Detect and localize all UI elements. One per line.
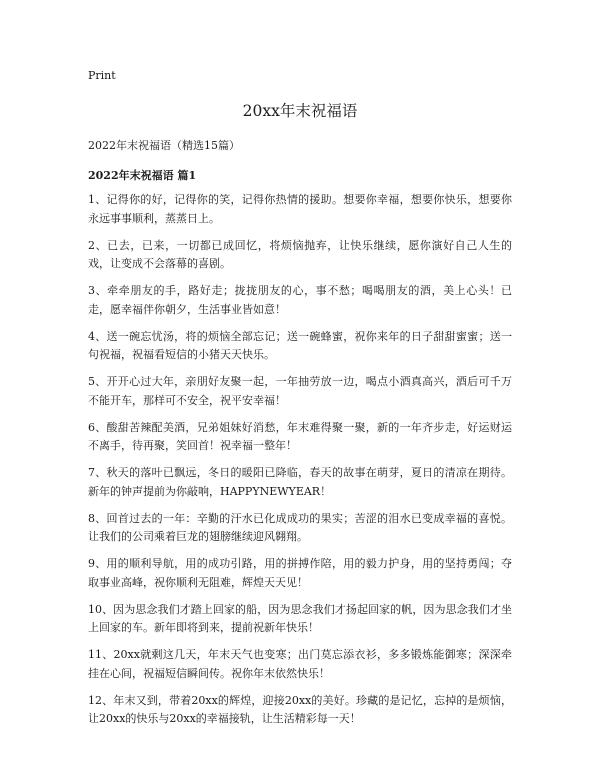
- document-subtitle: 2022年末祝福语（精选15篇）: [88, 139, 240, 152]
- paragraph: 2、已去，已来，一切都已成回忆，将烦恼抛弃，让快乐继续，愿你演好自己人生的戏，让变成不会落幕的喜剧。: [88, 238, 512, 270]
- paragraph: 11、20xx就剩这几天，年末天气也变寒；出门莫忘添衣衫，多多锻炼能御寒；深深牵挂在心间，祝福短信瞬间传。祝你年末依然快乐！: [88, 648, 512, 680]
- paragraph-list: [88, 191, 512, 729]
- paragraph: 1、记得你的好，记得你的笑，记得你热情的援助。想要你幸福，想要你快乐，想要你永远事事顺利，蒸蒸日上。: [88, 193, 512, 225]
- paragraph: 12、年末又到，带着20xx的辉煌，迎接20xx的美好。珍藏的是记忆，忘掉的是烦恼，让20xx的快乐与20xx的幸福接轨，让生活精彩每一天！: [88, 693, 512, 725]
- paragraph: 10、因为思念我们才踏上回家的船，因为思念我们才扬起回家的帆，因为思念我们才坐上回家的车。新年即将到来，提前祝新年快乐！: [88, 602, 512, 634]
- paragraph: 6、酸甜苦辣配美酒，兄弟姐妹好消愁，年末难得聚一聚，新的一年齐步走，好运财运不离手，待再聚，笑回首！祝幸福一整年！: [88, 420, 512, 452]
- paragraph: 8、回首过去的一年：辛勤的汗水已化成成功的果实；苦涩的泪水已变成幸福的喜悦。让我们的公司乘着巨龙的翅膀继续迎风翱翔。: [88, 511, 512, 543]
- paragraph: 4、送一碗忘忧汤，将的烦恼全部忘记；送一碗蜂蜜，祝你来年的日子甜甜蜜蜜；送一句祝福，祝福看短信的小猪天天快乐。: [88, 329, 512, 361]
- paragraph: 5、开开心过大年，亲朋好友聚一起，一年抽劳放一边，喝点小酒真高兴，酒后可千万不能开车，那样可不安全，祝平安幸福！: [88, 375, 512, 407]
- document-title: 20xx年末祝福语: [242, 102, 358, 120]
- print-label: Print: [88, 69, 116, 82]
- paragraph: 9、用的顺利导航，用的成功引路，用的拼搏作陪，用的毅力护身，用的坚持勇闯；夺取事业高峰，祝你顺利无阻难，辉煌天天见！: [88, 557, 512, 589]
- section-heading: 2022年末祝福语 篇1: [88, 169, 197, 182]
- paragraph: 7、秋天的落叶已飘远，冬日的暖阳已降临，春天的故事在萌芽，夏日的清凉在期待。新年的钟声提前为你敲响，HAPPYNEWYEAR！: [88, 466, 512, 498]
- paragraph: 3、牵牵朋友的手，路好走；拢拢朋友的心，事不愁；喝喝朋友的酒，美上心头！已走，愿幸福伴你朝夕，生活事业皆如意！: [88, 284, 512, 316]
